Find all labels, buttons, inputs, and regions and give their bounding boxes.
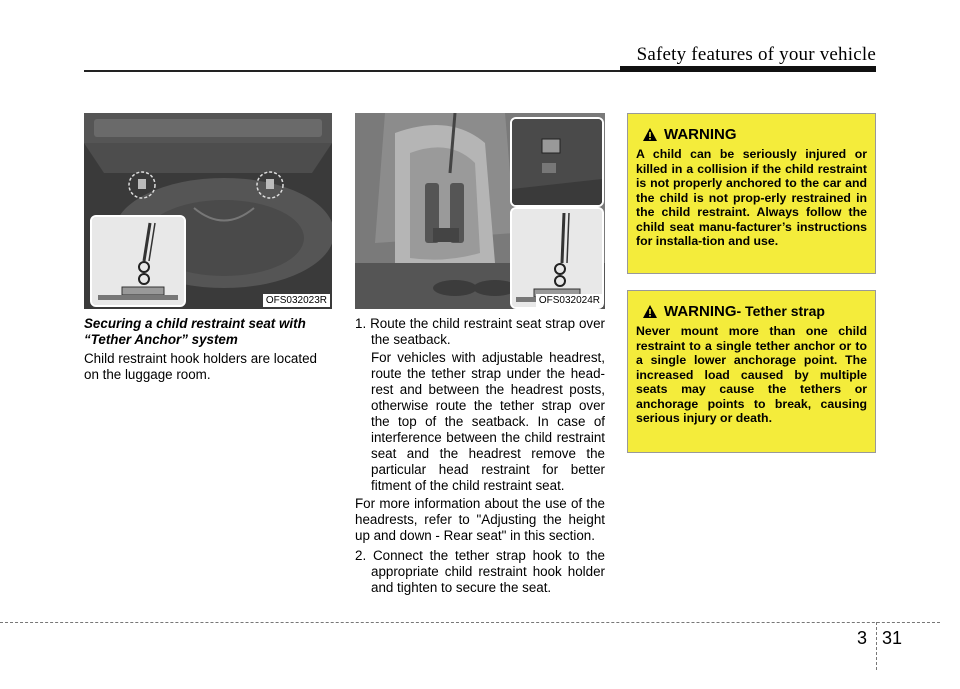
section-subheading: Securing a child restraint seat with “Tether Anchor” system xyxy=(84,316,306,347)
warning-header xyxy=(642,124,867,144)
middle-column-text xyxy=(355,316,605,596)
warning-header xyxy=(642,301,867,321)
left-column-text xyxy=(84,316,334,383)
anchor-detail-inset xyxy=(90,215,186,307)
tether-hook-illustration xyxy=(92,217,184,305)
seatback-anchor-illustration xyxy=(512,119,602,205)
footer-rule xyxy=(0,622,940,623)
warning-title: WARNING xyxy=(664,302,737,320)
headrest-note: For more information about the use of the headrests, refer to "Adjusting the height up and down - Rear seat" in this section. xyxy=(355,496,605,543)
seatback-detail-inset-top xyxy=(510,117,604,207)
step-1: 1. Route the child restraint seat strap over the seatback. xyxy=(355,316,605,347)
warning-body: A child can be seriously injured or killed in a collision if the child restraint is not properly anchored to the car and the child is not prop-erly restrained in the child restraint. Always follow the child seat manu-facturer’s instructions for installa-tion and use. xyxy=(636,147,867,248)
figure-caption-middle: OFS032024R xyxy=(536,294,603,307)
chapter-number: 3 xyxy=(857,628,868,648)
warning-body: Never mount more than one child restraint to a single tether anchor or to a single lower anchorage point. The increased load caused by multiple seats may cause the tethers or anchorage points to break, causing serious injury or death. xyxy=(636,324,867,425)
warning-triangle-icon xyxy=(642,127,658,142)
header-accent-bar xyxy=(620,66,876,72)
warning-box-general xyxy=(627,113,876,274)
figure-caption-left: OFS032023R xyxy=(263,294,330,307)
warning-triangle-icon xyxy=(642,304,658,319)
page-header-title: Safety features of your vehicle xyxy=(636,44,876,65)
child-seat-figure xyxy=(355,113,605,309)
page-number: 31 xyxy=(882,628,903,648)
warning-subtitle: - Tether strap xyxy=(736,303,825,319)
tether-hook-illustration-2 xyxy=(512,209,602,307)
warning-box-tether-strap xyxy=(627,290,876,453)
footer-divider xyxy=(876,622,877,670)
luggage-room-figure xyxy=(84,113,332,309)
warning-title: WARNING xyxy=(664,125,737,143)
step-1-detail: For vehicles with adjustable headrest, route the tether strap under the head-rest and between the headrest posts, otherwise route the tether strap over the top of the seatback. In case of interference between the child restraint seat and the headrest remove the particular head restraint for better fitment of the child restraint seat. xyxy=(371,350,605,493)
step-2: 2. Connect the tether strap hook to the appropriate child restraint hook holder and tighten to secure the seat. xyxy=(355,548,605,595)
section-body: Child restraint hook holders are located on the luggage room. xyxy=(84,351,317,382)
